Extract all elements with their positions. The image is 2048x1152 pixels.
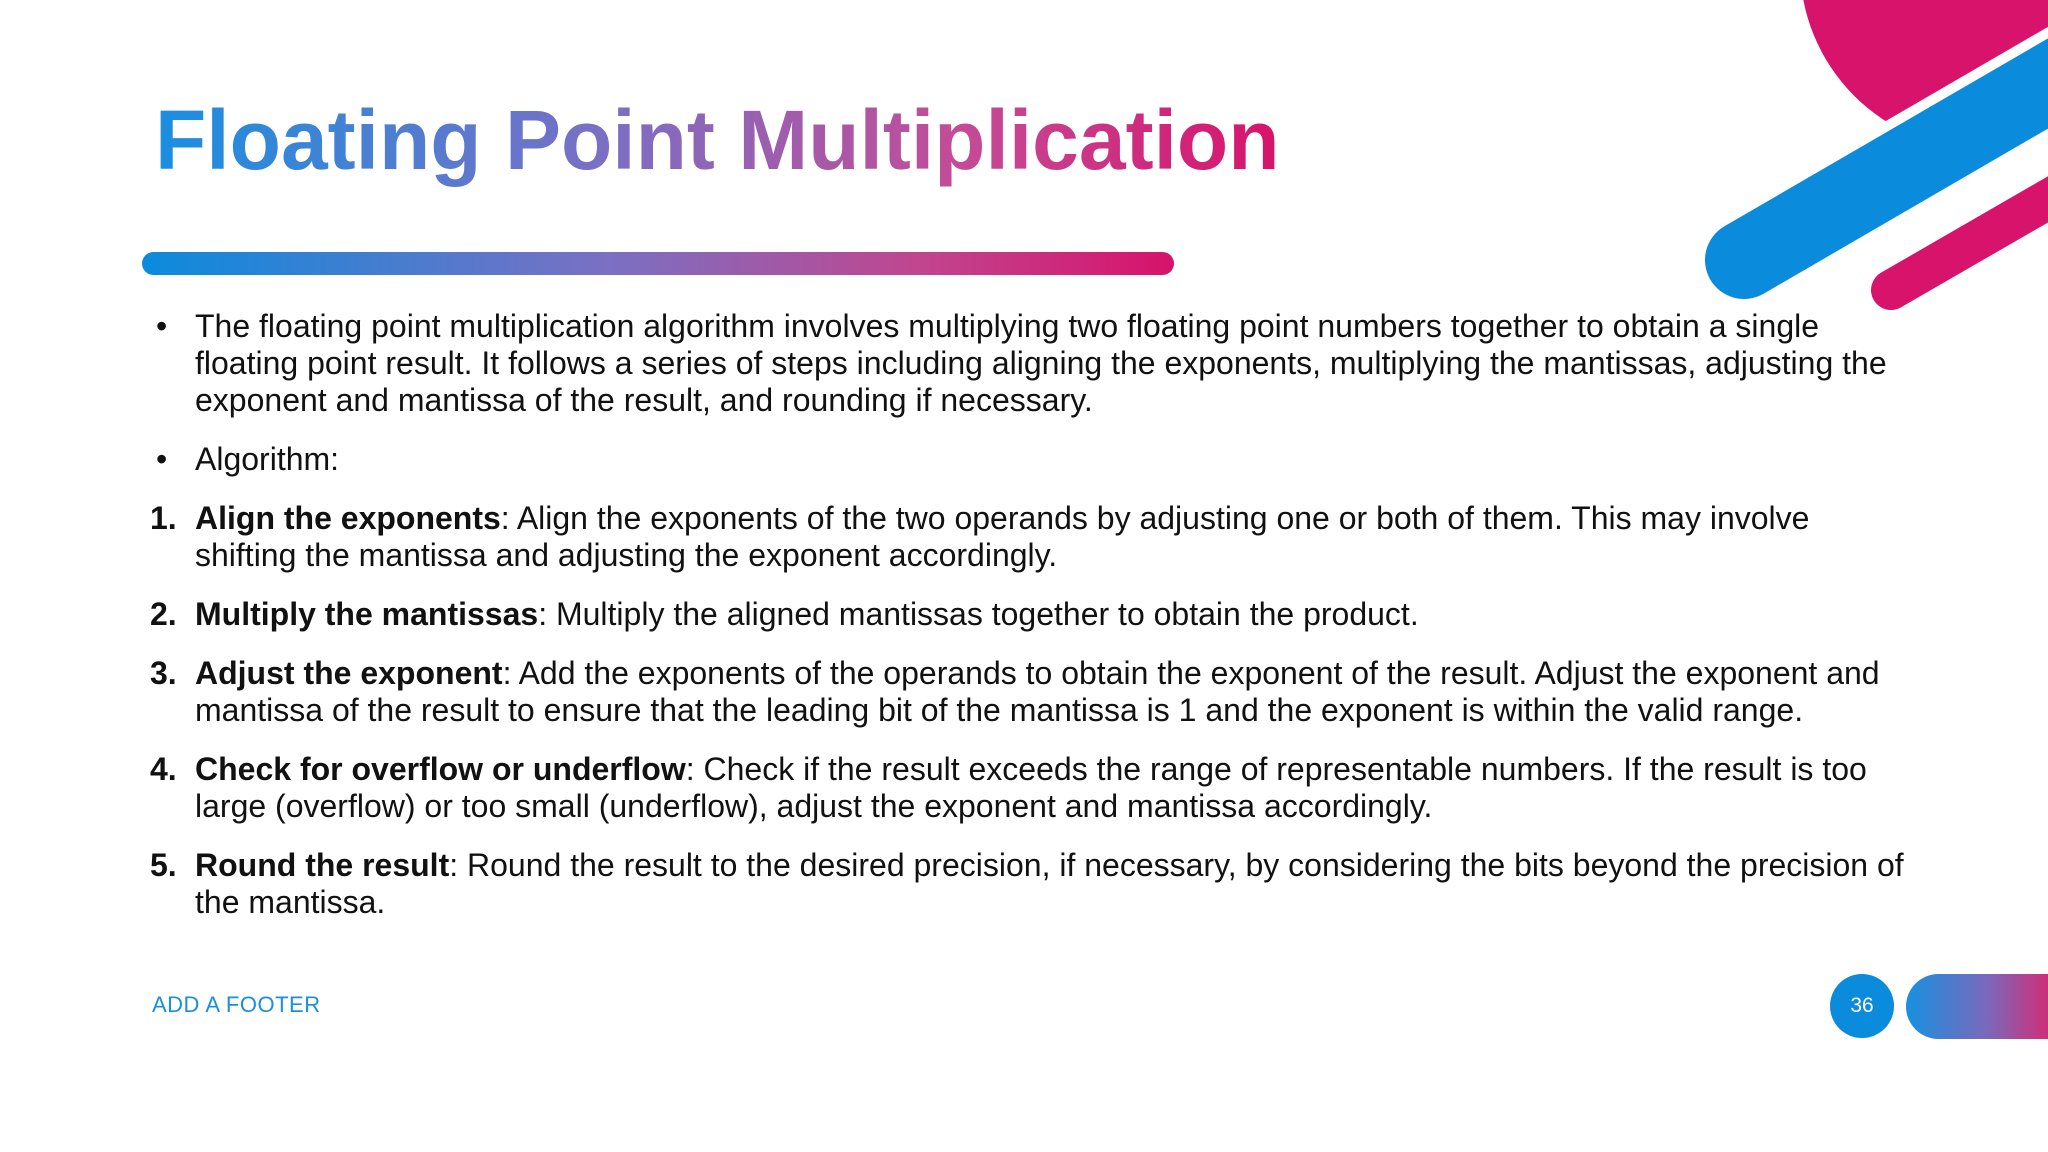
footer-text: ADD A FOOTER (152, 992, 321, 1017)
step-text: : Add the exponents of the operands to obtain the exponent of the result. Adjust the exponent and mantissa of the result to ensure that the leading bit of the mantissa is 1 and the exponent is within the valid range. (195, 655, 1880, 728)
slide-title: Floating Point Multiplication (155, 85, 1280, 195)
bullet-glyph: • (156, 441, 168, 477)
page-number-badge: 36 (1830, 974, 1894, 1038)
slide-body (150, 308, 1910, 943)
step-item-3 (150, 655, 1910, 729)
step-term: Multiply the mantissas (195, 596, 539, 632)
step-number: 2. (150, 596, 177, 632)
intro-text: The floating point multiplication algorithm involves multiplying two floating point numbers together to obtain a single floating point result. It follows a series of steps including aligning the exponents, multiplying the mantissas, adjusting the exponent and mantissa of the result, and rounding if necessary. (195, 308, 1887, 418)
footer-accent-pill (1906, 974, 2048, 1039)
step-item-1 (150, 500, 1910, 574)
algorithm-bullet (150, 441, 1910, 478)
step-item-5 (150, 847, 1910, 921)
algorithm-label: Algorithm: (195, 441, 340, 477)
step-number: 4. (150, 751, 177, 787)
step-term: Check for overflow or underflow (195, 751, 686, 787)
step-text: : Multiply the aligned mantissas together to obtain the product. (538, 596, 1419, 632)
bullet-glyph: • (156, 308, 168, 344)
step-item-4 (150, 751, 1910, 825)
step-text: : Align the exponents of the two operands by adjusting one or both of them. This may involve shifting the mantissa and adjusting the exponent accordingly. (195, 500, 1810, 573)
step-text: : Round the result to the desired precision, if necessary, by considering the bits beyond the precision of the mantissa. (195, 847, 1904, 920)
step-number: 3. (150, 655, 177, 691)
intro-bullet (150, 308, 1910, 419)
step-item-2 (150, 596, 1910, 633)
title-underline-bar (142, 252, 1174, 275)
step-term: Adjust the exponent (195, 655, 503, 691)
step-text: : Check if the result exceeds the range of representable numbers. If the result is too large (overflow) or too small (underflow), adjust the exponent and mantissa accordingly. (195, 751, 1867, 824)
step-number: 5. (150, 847, 177, 883)
step-number: 1. (150, 500, 177, 536)
step-term: Align the exponents (195, 500, 501, 536)
step-term: Round the result (195, 847, 450, 883)
